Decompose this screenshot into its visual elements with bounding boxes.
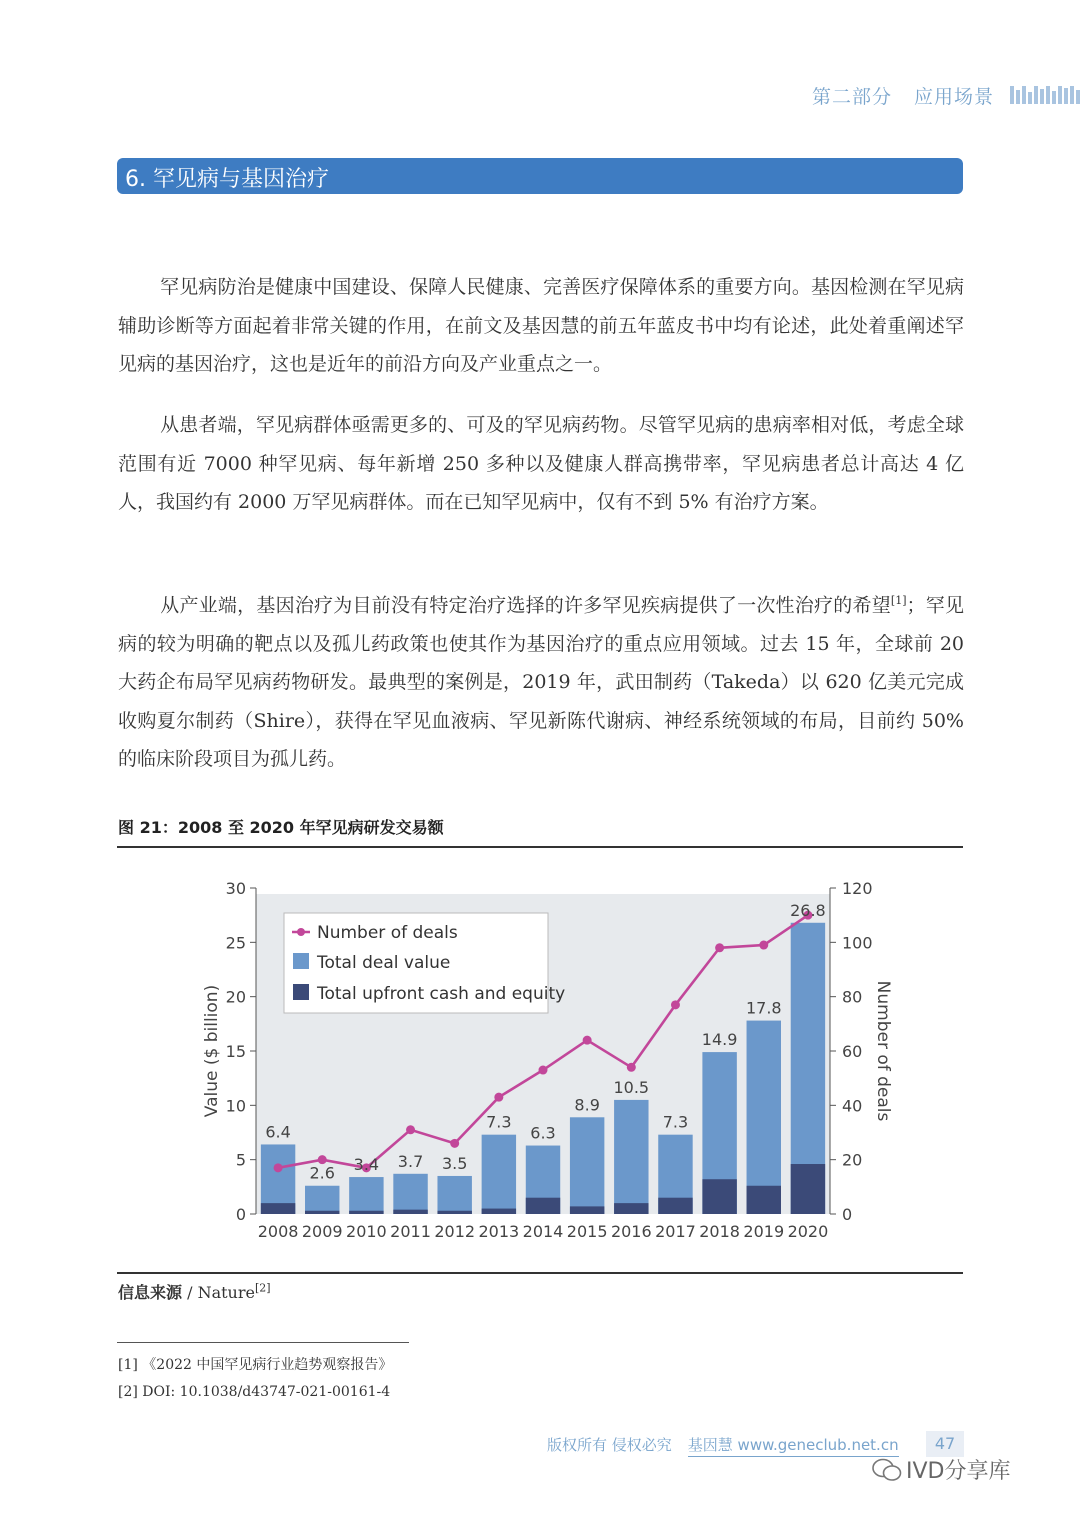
chart-legend	[284, 913, 565, 1013]
bar-value-label: 6.3	[530, 1123, 556, 1143]
footnote-2: [2] DOI: 10.1038/d43747-021-00161-4	[118, 1384, 391, 1400]
paragraph-2-text: 从患者端，罕见病群体亟需更多的、可及的罕见病药物。尽管罕见病的患病率相对低，考虑全球范围有近 7000 种罕见病、每年新增 250 多种以及健康人群高携带率，罕见病患者总计高达 4 亿人，我国约有 2000 万罕见病群体。而在已知罕见病中，仅有不到 5% 有治疗方案。	[118, 414, 964, 513]
legend-upfront-label: Total upfront cash and equity	[317, 984, 566, 1004]
watermark	[872, 1454, 1010, 1485]
bar-total-deal-value	[614, 1100, 648, 1214]
source-text: / Nature	[182, 1283, 255, 1302]
x-tick-label: 2017	[655, 1222, 696, 1241]
bar-upfront-cash-equity	[702, 1179, 736, 1214]
left-tick-label: 20	[225, 987, 246, 1007]
section-title: 6. 罕见病与基因治疗	[125, 167, 329, 192]
right-tick-label: 40	[842, 1096, 863, 1116]
x-tick-label: 2014	[522, 1222, 564, 1241]
bar-upfront-cash-equity	[570, 1206, 604, 1214]
bar-value-label: 8.9	[574, 1095, 600, 1115]
deals-point	[715, 943, 724, 952]
x-tick-label: 2019	[743, 1222, 785, 1241]
bar-value-label: 6.4	[265, 1122, 291, 1142]
bar-upfront-cash-equity	[614, 1203, 648, 1214]
bar-upfront-cash-equity	[482, 1209, 516, 1214]
left-tick-label: 15	[225, 1042, 246, 1061]
header-section: 应用场景	[914, 86, 995, 108]
header-decoration	[1010, 86, 1080, 104]
paragraph-3	[118, 582, 964, 779]
paragraph-1-text: 罕见病防治是健康中国建设、保障人民健康、完善医疗保障体系的重要方向。基因检测在罕见病辅助诊断等方面起着非常关键的作用，在前文及基因慧的前五年蓝皮书中均有论述，此处着重阐述罕见病的基因治疗，这也是近年的前沿方向及产业重点之一。	[118, 276, 964, 375]
legend-total-label: Total deal value	[317, 953, 451, 973]
x-tick-label: 2010	[346, 1222, 387, 1241]
bar-upfront-cash-equity	[437, 1211, 471, 1214]
paragraph-3-text-a: 从产业端，基因治疗为目前没有特定治疗选择的许多罕见疾病提供了一次性治疗的希望	[160, 594, 891, 617]
footnote-rule	[117, 1342, 409, 1343]
bar-total-deal-value	[482, 1135, 516, 1214]
figure-top-rule	[117, 846, 963, 848]
deals-point	[583, 1036, 592, 1045]
citation-ref-2[interactable]: [2]	[254, 1281, 271, 1295]
left-tick-label: 0	[235, 1205, 246, 1224]
wechat-icon	[872, 1457, 902, 1483]
bar-upfront-cash-equity	[658, 1198, 692, 1214]
x-tick-label: 2013	[478, 1222, 520, 1241]
left-tick-label: 30	[225, 879, 246, 898]
page-number: 47	[926, 1431, 964, 1457]
watermark-text: IVD分享库	[906, 1459, 1011, 1484]
deals-point	[406, 1125, 415, 1134]
bar-value-label: 26.8	[790, 900, 826, 920]
x-tick-label: 2016	[610, 1222, 652, 1241]
bar-value-label: 3.5	[441, 1153, 468, 1173]
legend-upfront-swatch	[293, 984, 309, 1000]
deals-point	[759, 941, 768, 950]
bar-value-label: 14.9	[701, 1030, 738, 1050]
x-tick-label: 2020	[787, 1222, 829, 1241]
bar-total-deal-value	[393, 1174, 427, 1214]
bar-value-label: 3.4	[353, 1155, 380, 1175]
bar-total-deal-value	[747, 1021, 781, 1214]
bar-upfront-cash-equity	[791, 1164, 825, 1214]
y-axis-title: Value ($ billion)	[202, 984, 222, 1118]
citation-ref-1[interactable]: [1]	[890, 594, 907, 607]
legend-deals-label: Number of deals	[317, 923, 458, 943]
paragraph-2	[118, 406, 964, 522]
left-tick-label: 5	[235, 1150, 246, 1170]
bar-value-label: 2.6	[309, 1163, 335, 1183]
bar-upfront-cash-equity	[526, 1198, 560, 1214]
deals-point	[274, 1163, 283, 1172]
figure-caption: 图 21：2008 至 2020 年罕见病研发交易额	[118, 818, 444, 837]
right-tick-label: 80	[842, 987, 863, 1007]
paragraph-3-text-b: ；罕见病的较为明确的靶点以及孤儿药政策也使其作为基因治疗的重点应用领域。过去 15 年，全球前 20 大药企布局罕见病药物研发。最典型的案例是，2019 年，武田制药（Takeda）以 620 亿美元完成收购夏尔制药（Shire），获得在罕见血液病、罕见新陈代谢病、神经系统领域的布局，目前约 50% 的临床阶段项目为孤儿药。	[118, 594, 964, 771]
deals-chart	[190, 870, 910, 1250]
deals-point	[627, 1063, 636, 1072]
footnote-1: [1] 《2022 中国罕见病行业趋势观察报告》	[118, 1357, 393, 1373]
y2-axis-title: Number of deals	[873, 980, 893, 1122]
left-tick-label: 25	[225, 933, 246, 953]
bar-total-deal-value	[570, 1117, 604, 1214]
x-tick-label: 2012	[434, 1222, 476, 1241]
header-part: 第二部分	[812, 86, 893, 108]
x-tick-label: 2008	[257, 1222, 299, 1241]
right-tick-label: 0	[842, 1205, 853, 1224]
right-tick-label: 100	[842, 933, 873, 953]
right-tick-label: 120	[842, 879, 873, 898]
bar-value-label: 10.5	[613, 1077, 650, 1097]
footer-site-link[interactable]: 基因慧 www.geneclub.net.cn	[688, 1436, 899, 1457]
bar-value-label: 17.8	[745, 998, 782, 1018]
x-tick-label: 2015	[566, 1222, 608, 1241]
section-header-bar	[117, 158, 963, 194]
paragraph-1	[118, 268, 964, 384]
legend-total-swatch	[293, 953, 309, 969]
bar-upfront-cash-equity	[349, 1211, 383, 1214]
figure-source	[118, 1280, 271, 1303]
bar-total-deal-value	[349, 1177, 383, 1214]
running-header	[812, 82, 1016, 109]
deals-point	[450, 1139, 459, 1148]
bar-upfront-cash-equity	[261, 1203, 295, 1214]
deals-point	[671, 1000, 680, 1009]
footer-rights: 版权所有 侵权必究	[547, 1436, 672, 1454]
x-tick-label: 2018	[699, 1222, 740, 1241]
right-tick-label: 20	[842, 1150, 863, 1170]
bar-upfront-cash-equity	[747, 1186, 781, 1214]
page-footer	[547, 1434, 899, 1455]
bar-value-label: 3.7	[397, 1151, 424, 1171]
deals-point	[539, 1066, 548, 1075]
bar-value-label: 7.3	[662, 1112, 689, 1132]
bar-total-deal-value	[437, 1176, 471, 1214]
x-tick-label: 2011	[390, 1222, 431, 1241]
x-tick-label: 2009	[301, 1222, 343, 1241]
figure-bottom-rule	[117, 1272, 963, 1274]
legend-deals-marker	[297, 928, 305, 936]
source-label: 信息来源	[118, 1283, 183, 1302]
bar-upfront-cash-equity	[393, 1210, 427, 1214]
bar-total-deal-value	[305, 1186, 339, 1214]
right-tick-label: 60	[842, 1042, 863, 1061]
bar-value-label: 7.3	[486, 1112, 512, 1132]
deals-point	[494, 1093, 503, 1102]
left-tick-label: 10	[225, 1096, 246, 1116]
bar-upfront-cash-equity	[305, 1211, 339, 1214]
